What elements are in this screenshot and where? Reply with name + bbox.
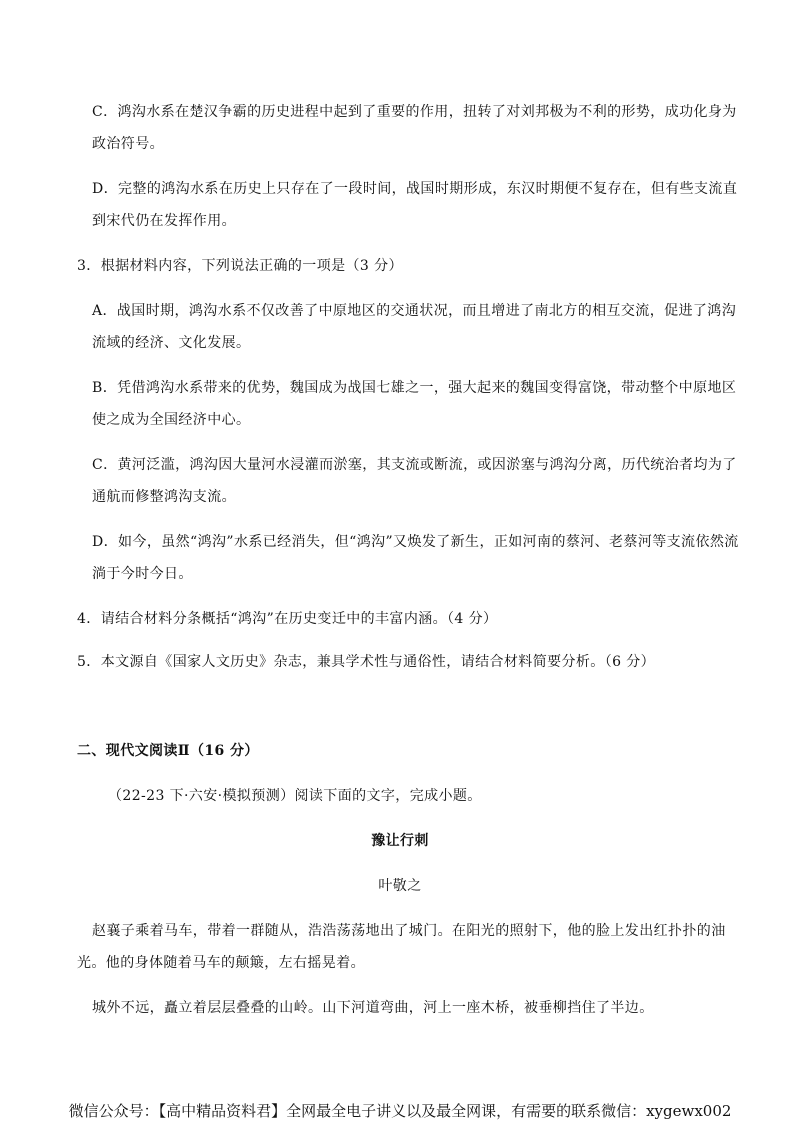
option-d-line2: 到宋代仍在发挥作用。: [92, 213, 236, 229]
footer-watermark: 微信公众号：【高中精品资料君】全网最全电子讲义以及最全网课，有需要的联系微信：xygewx002: [68, 1102, 732, 1120]
paragraph-1-line1: 赵襄子乘着马车，带着一群随从，浩浩荡荡地出了城门。在阳光的照射下，他的脸上发出红扑扑的油: [92, 923, 726, 939]
option-c-line1: C．鸿沟水系在楚汉争霸的历史进程中起到了重要的作用，扭转了对刘邦极为不利的形势，成功化身为: [92, 104, 737, 120]
q3-option-d-line1: D．如今，虽然“鸿沟”水系已经消失，但“鸿沟”又焕发了新生，正如河南的蔡河、老蔡河等支流依然流: [92, 534, 739, 550]
q3-option-d-line2: 淌于今时今日。: [92, 566, 193, 582]
section-heading: 二、现代文阅读Ⅱ（16 分）: [77, 743, 259, 759]
q3-option-a-line2: 流域的经济、文化发展。: [92, 335, 251, 351]
q3-option-c-line1: C．黄河泛滥，鸿沟因大量河水浸灌而淤塞，其支流或断流，或因淤塞与鸿沟分离，历代统治者均为了: [92, 457, 737, 473]
option-c-line2: 政治符号。: [92, 136, 164, 152]
q3-option-b-line2: 使之成为全国经济中心。: [92, 412, 251, 428]
paragraph-1-line2: 光。他的身体随着马车的颠簸，左右摇晃着。: [77, 955, 365, 971]
q3-option-a-line1: A．战国时期，鸿沟水系不仅改善了中原地区的交通状况，而且增进了南北方的相互交流，促进了鸿沟: [92, 303, 737, 319]
option-d-line1: D．完整的鸿沟水系在历史上只存在了一段时间，战国时期形成，东汉时期便不复存在，但有些支流直: [92, 181, 738, 197]
q3-option-c-line2: 通航而修整鸿沟支流。: [92, 489, 236, 505]
question-3-stem: 3．根据材料内容，下列说法正确的一项是（3 分）: [77, 258, 403, 274]
article-title: 豫让行刺: [371, 833, 429, 849]
question-5: 5．本文源自《国家人文历史》杂志，兼具学术性与通俗性，请结合材料简要分析。（6 分）: [77, 654, 656, 670]
article-author: 叶敬之: [378, 878, 422, 894]
question-4: 4．请结合材料分条概括“鸿沟”在历史变迁中的丰富内涵。（4 分）: [77, 611, 498, 627]
paragraph-2: 城外不远，矗立着层层叠叠的山岭。山下河道弯曲，河上一座木桥，被垂柳挡住了半边。: [92, 1000, 654, 1016]
source-note: （22-23 下·六安·模拟预测）阅读下面的文字，完成小题。: [108, 788, 482, 804]
q3-option-b-line1: B．凭借鸿沟水系带来的优势，魏国成为战国七雄之一，强大起来的魏国变得富饶，带动整个中原地区: [92, 380, 737, 396]
